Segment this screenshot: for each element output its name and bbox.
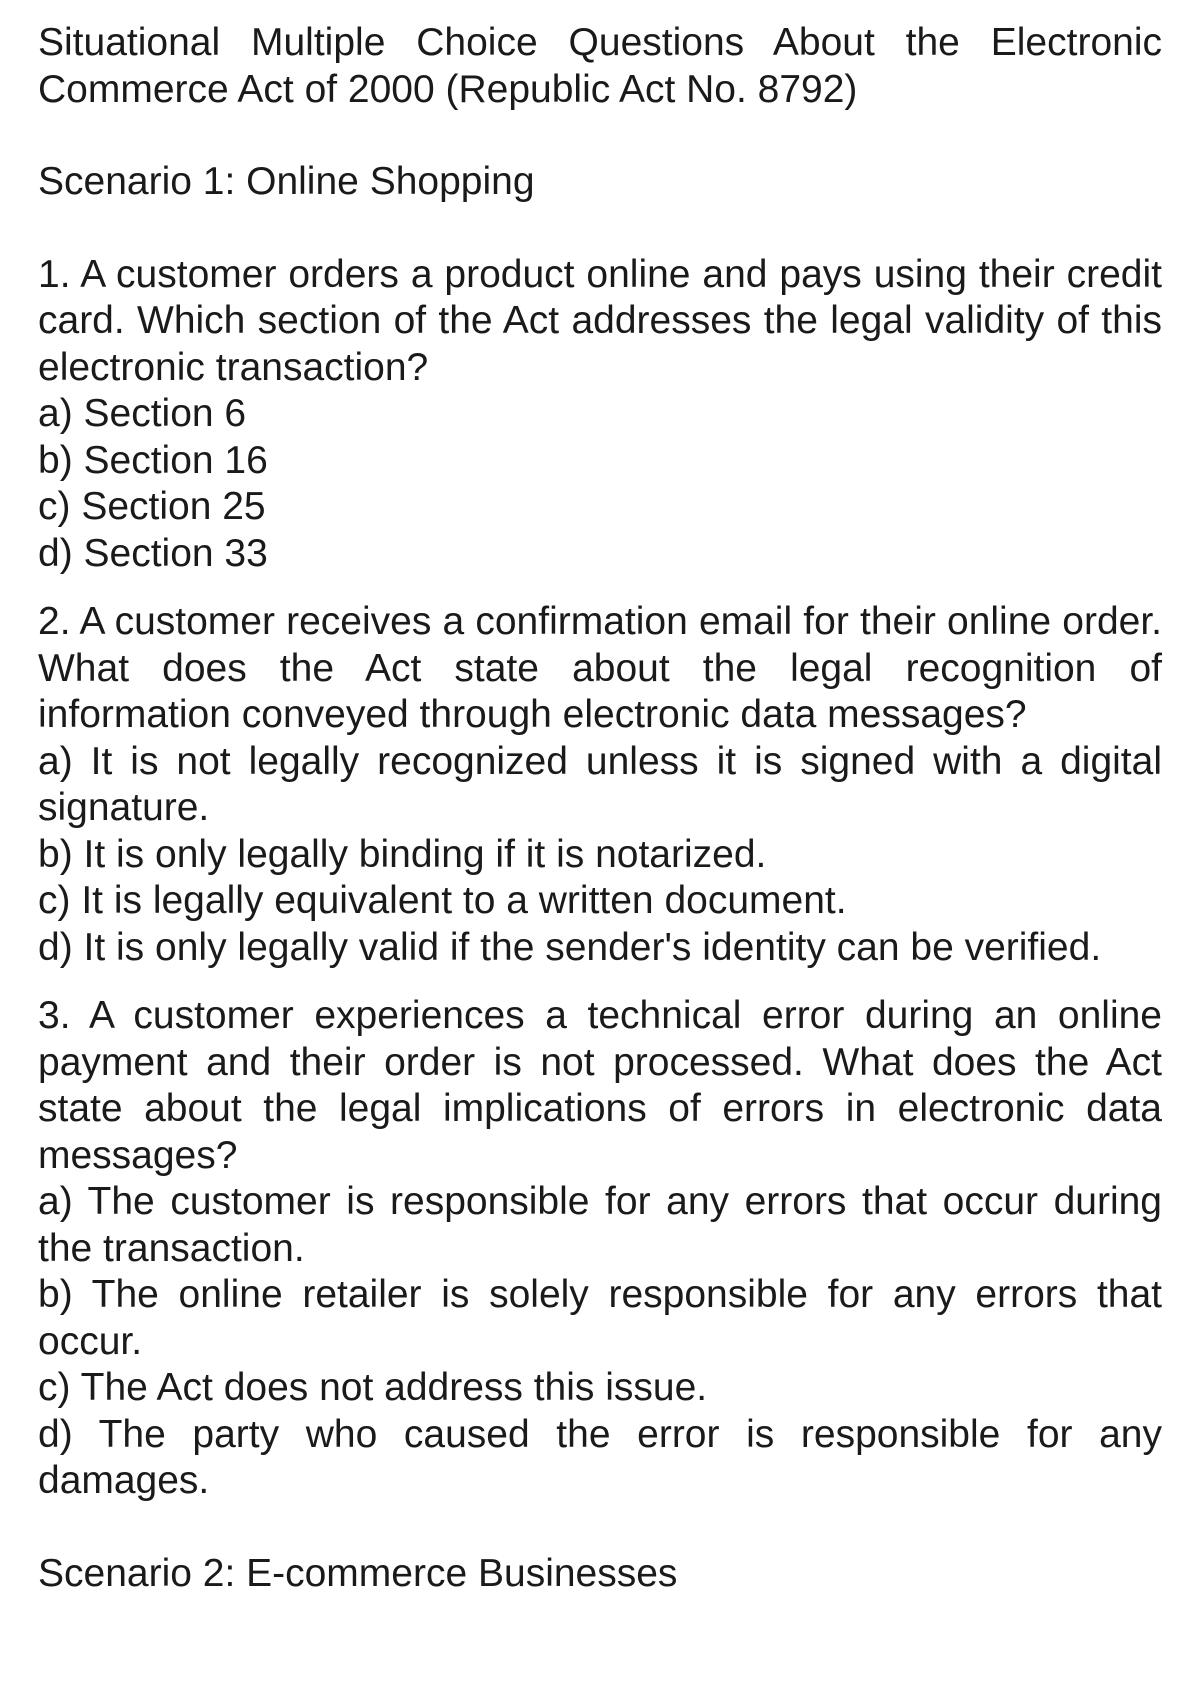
question-1-option-b: b) Section 16 [38,438,268,482]
question-3-text: 3. A customer experiences a technical error during an online payment and their order is not processed. What does the Act state about the legal implications of errors in electronic data messages? [38,994,1162,1177]
question-2-option-c: c) It is legally equivalent to a written document. [38,879,847,922]
question-1-options [38,391,1162,577]
scenario-heading-1: Scenario 1: Online Shopping [38,160,535,203]
question-3-option-b: b) The online retailer is solely responsible for any errors that occur. [38,1273,1162,1363]
question-3 [38,993,1162,1505]
question-1 [38,252,1162,578]
question-2-option-d: d) It is only legally valid if the sender's identity can be verified. [38,925,1102,969]
question-2 [38,599,1162,971]
question-1-option-a: a) Section 6 [38,392,247,435]
question-1-text: 1. A customer orders a product online and pays using their credit card. Which section of the Act addresses the legal validity of this electronic transaction? [38,252,1162,389]
question-3-option-a: a) The customer is responsible for any errors that occur during the transaction. [38,1180,1162,1270]
scenario-heading-2: Scenario 2: E-commerce Businesses [38,1551,678,1595]
question-2-text: 2. A customer receives a confirmation email for their online order. What does the Act state about the legal recognition of information conveyed through electronic data messages? [38,600,1162,736]
document-page [38,20,1162,1597]
question-3-option-d: d) The party who caused the error is responsible for any damages. [38,1412,1162,1502]
question-3-option-c: c) The Act does not address this issue. [38,1366,708,1409]
question-1-option-d: d) Section 33 [38,531,268,575]
document-title: Situational Multiple Choice Questions About the Electronic Commerce Act of 2000 (Republic Act No. 8792) [38,21,1162,111]
question-3-options [38,1179,1162,1505]
question-2-options [38,739,1162,972]
question-1-option-c: c) Section 25 [38,485,266,528]
question-2-option-a: a) It is not legally recognized unless it is signed with a digital signature. [38,739,1162,829]
question-2-option-b: b) It is only legally binding if it is notarized. [38,832,767,876]
